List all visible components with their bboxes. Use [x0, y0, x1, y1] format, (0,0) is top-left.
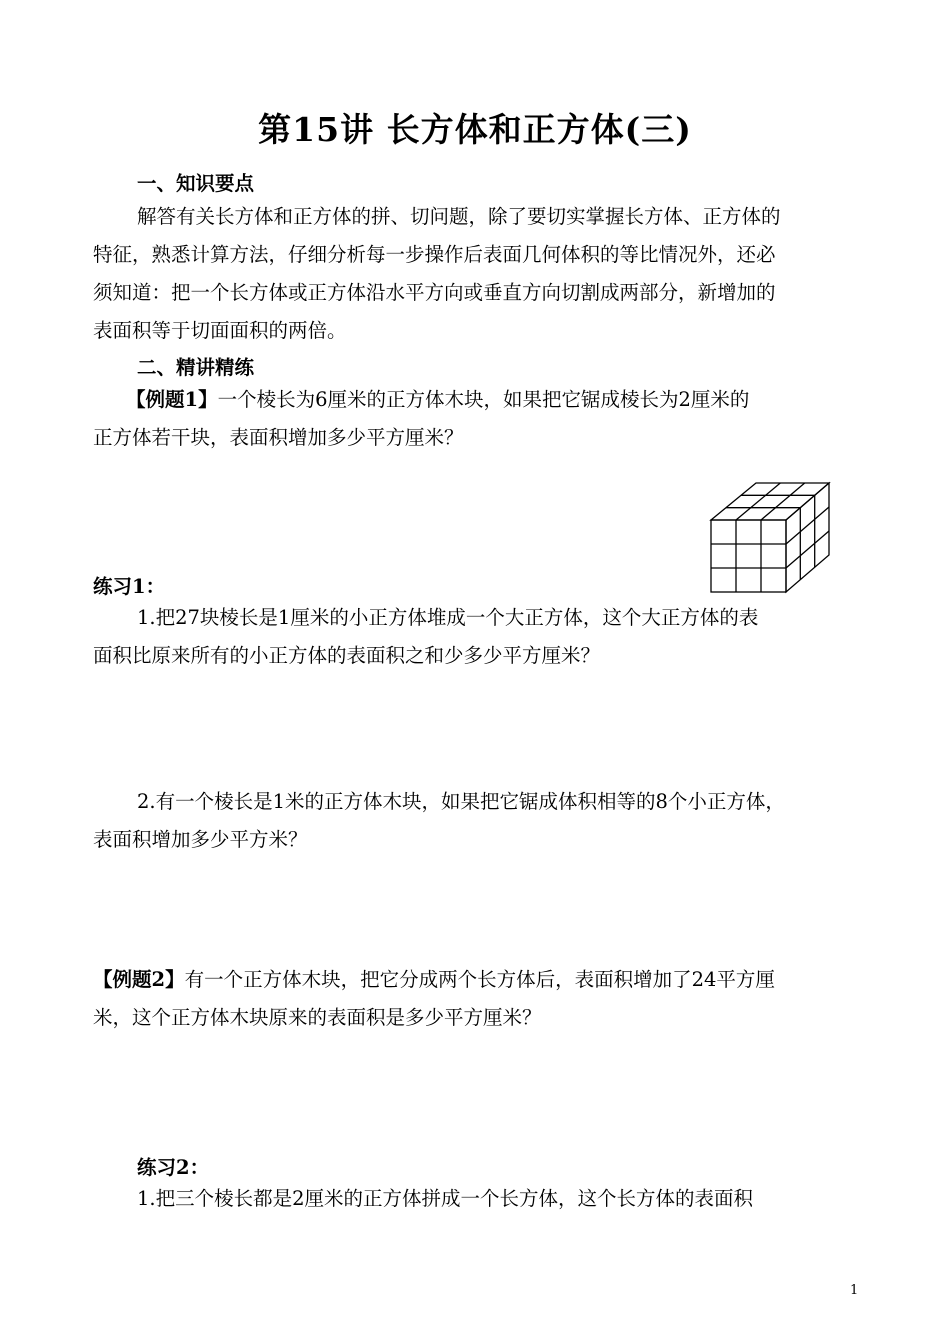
example-1-line-2: 正方体若干块，表面积增加多少平方厘米？ [93, 426, 464, 449]
page-title: 第15讲 长方体和正方体(三) [258, 110, 692, 149]
paragraph-line: 须知道：把一个长方体或正方体沿水平方向或垂直方向切割成两部分，新增加的 [93, 281, 776, 304]
example-2-label: 【例题2】 [93, 968, 185, 991]
paragraph-line: 解答有关长方体和正方体的拼、切问题，除了要切实掌握长方体、正方体的 [137, 205, 781, 228]
page-number: 1 [850, 1283, 859, 1298]
practice-1-q1-line-1: 1.把27块棱长是1厘米的小正方体堆成一个大正方体，这个大正方体的表 [137, 606, 759, 629]
paragraph-line: 表面积等于切面面积的两倍。 [93, 319, 347, 342]
example-1-line-1 [126, 381, 749, 419]
practice-1-q1-line-2: 面积比原来所有的小正方体的表面积之和少多少平方厘米？ [93, 644, 601, 667]
example-1-text: 一个棱长为6厘米的正方体木块，如果把它锯成棱长为2厘米的 [217, 388, 750, 411]
paragraph-line: 特征，熟悉计算方法，仔细分析每一步操作后表面几何体积的等比情况外，还必 [93, 243, 776, 266]
cube-diagram [706, 480, 832, 596]
practice-2-q1-line-1: 1.把三个棱长都是2厘米的正方体拼成一个长方体，这个长方体的表面积 [137, 1187, 754, 1210]
practice-1-heading: 练习1： [93, 575, 166, 598]
example-2-line-2: 米，这个正方体木块原来的表面积是多少平方厘米？ [93, 1006, 542, 1029]
example-2-text: 有一个正方体木块，把它分成两个长方体后，表面积增加了24平方厘 [184, 968, 775, 991]
practice-1-q2-line-1: 2.有一个棱长是1米的正方体木块，如果把它锯成体积相等的8个小正方体， [137, 790, 785, 813]
section-heading-key-points: 一、知识要点 [137, 172, 255, 195]
example-2-line-1 [93, 961, 775, 999]
example-1-label: 【例题1】 [126, 388, 218, 411]
practice-1-q2-line-2: 表面积增加多少平方米？ [93, 828, 308, 851]
section-heading-practice: 二、精讲精练 [137, 356, 255, 379]
practice-2-heading: 练习2： [137, 1156, 210, 1179]
